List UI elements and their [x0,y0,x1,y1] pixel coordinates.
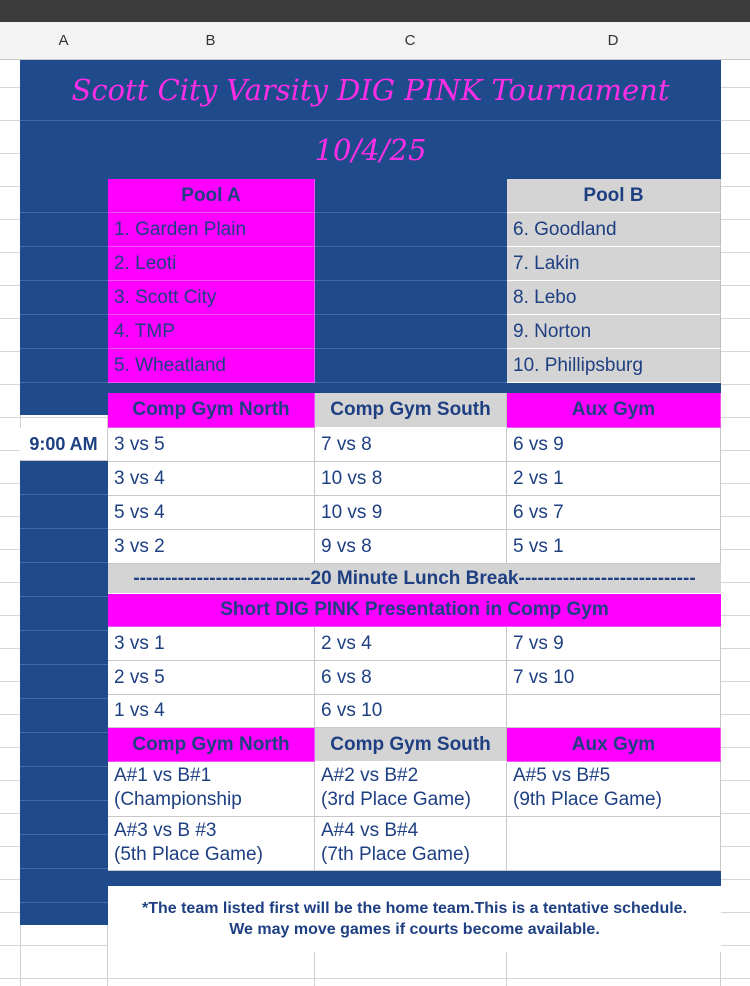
game-cell[interactable]: 3 vs 2 [108,530,315,564]
tournament-date: 10/4/25 [20,121,721,179]
game-cell[interactable]: 6 vs 9 [507,428,721,462]
game-cell[interactable]: 7 vs 10 [507,661,721,695]
bracket-game-cell[interactable] [108,817,315,871]
column-header-c[interactable]: C [314,22,507,60]
column-header-a[interactable]: A [20,22,108,60]
spreadsheet-grid[interactable] [0,22,750,986]
game-cell[interactable]: 6 vs 8 [315,661,507,695]
bracket-match: A#2 vs B#2 [321,765,419,786]
bracket-label: (Championship [114,789,242,810]
schedule-note: *The team listed first will be the home team.This is a tentative schedule. We may move games if courts become available. [108,886,721,952]
court-header-aux: Aux Gym [507,393,721,428]
game-cell[interactable]: 10 vs 8 [315,462,507,496]
game-cell[interactable]: 3 vs 1 [108,627,315,661]
pool-b-team: 8. Lebo [507,281,721,315]
bracket-court-header-aux: Aux Gym [507,728,721,762]
bracket-game-cell[interactable] [315,762,507,817]
pool-b-team: 7. Lakin [507,247,721,281]
spacer-row [108,383,721,393]
game-cell[interactable]: 1 vs 4 [108,695,315,728]
pool-b-team: 6. Goodland [507,213,721,247]
bracket-court-header-south: Comp Gym South [315,728,507,762]
pool-b-team: 9. Norton [507,315,721,349]
bracket-label: (3rd Place Game) [321,789,471,810]
court-header-north: Comp Gym North [108,393,315,428]
game-cell[interactable]: 5 vs 4 [108,496,315,530]
pool-a-team: 3. Scott City [108,281,315,315]
game-cell[interactable]: 10 vs 9 [315,496,507,530]
game-cell[interactable]: 2 vs 1 [507,462,721,496]
column-header-e[interactable] [720,22,750,60]
bracket-court-header-north: Comp Gym North [108,728,315,762]
game-cell[interactable]: 6 vs 10 [315,695,507,728]
court-header-south: Comp Gym South [315,393,507,428]
game-cell[interactable]: 3 vs 4 [108,462,315,496]
pool-a-team: 5. Wheatland [108,349,315,383]
game-cell[interactable]: 7 vs 8 [315,428,507,462]
game-cell[interactable]: 7 vs 9 [507,627,721,661]
pool-a-team: 1. Garden Plain [108,213,315,247]
bracket-game-cell[interactable] [315,817,507,871]
column-c-band [314,179,507,383]
game-cell[interactable]: 9 vs 8 [315,530,507,564]
pool-a-team: 4. TMP [108,315,315,349]
pool-a-team: 2. Leoti [108,247,315,281]
bracket-game-cell[interactable] [507,817,721,871]
presentation-row: Short DIG PINK Presentation in Comp Gym [108,594,721,627]
game-cell[interactable]: 6 vs 7 [507,496,721,530]
game-cell[interactable] [507,695,721,728]
bracket-match: A#5 vs B#5 [513,765,611,786]
bracket-label: (5th Place Game) [114,844,263,865]
game-cell[interactable]: 2 vs 4 [315,627,507,661]
bracket-match: A#1 vs B#1 [114,765,212,786]
lunch-break-row: ----------------------------20 Minute Lunch Break---------------------------- [108,564,721,594]
column-a-band-lower [20,461,108,925]
column-header-b[interactable]: B [107,22,315,60]
bracket-game-cell[interactable] [507,762,721,817]
bracket-label: (7th Place Game) [321,844,470,865]
column-header-d[interactable]: D [506,22,721,60]
game-cell[interactable]: 3 vs 5 [108,428,315,462]
spacer-row-bottom [108,871,721,886]
tournament-title: Scott City Varsity DIG PINK Tournament [20,60,721,121]
bracket-game-cell[interactable] [108,762,315,817]
pool-b-header: Pool B [507,179,721,213]
start-time: 9:00 AM [20,428,108,461]
game-cell[interactable]: 5 vs 1 [507,530,721,564]
bracket-label: (9th Place Game) [513,789,662,810]
window-top-bar [0,0,750,22]
bracket-match: A#3 vs B #3 [114,820,217,841]
game-cell[interactable]: 2 vs 5 [108,661,315,695]
pool-b-team: 10. Phillipsburg [507,349,721,383]
corner-select-all[interactable] [0,22,21,60]
pool-a-header: Pool A [108,179,315,213]
column-a-band [20,179,108,415]
bracket-match: A#4 vs B#4 [321,820,419,841]
